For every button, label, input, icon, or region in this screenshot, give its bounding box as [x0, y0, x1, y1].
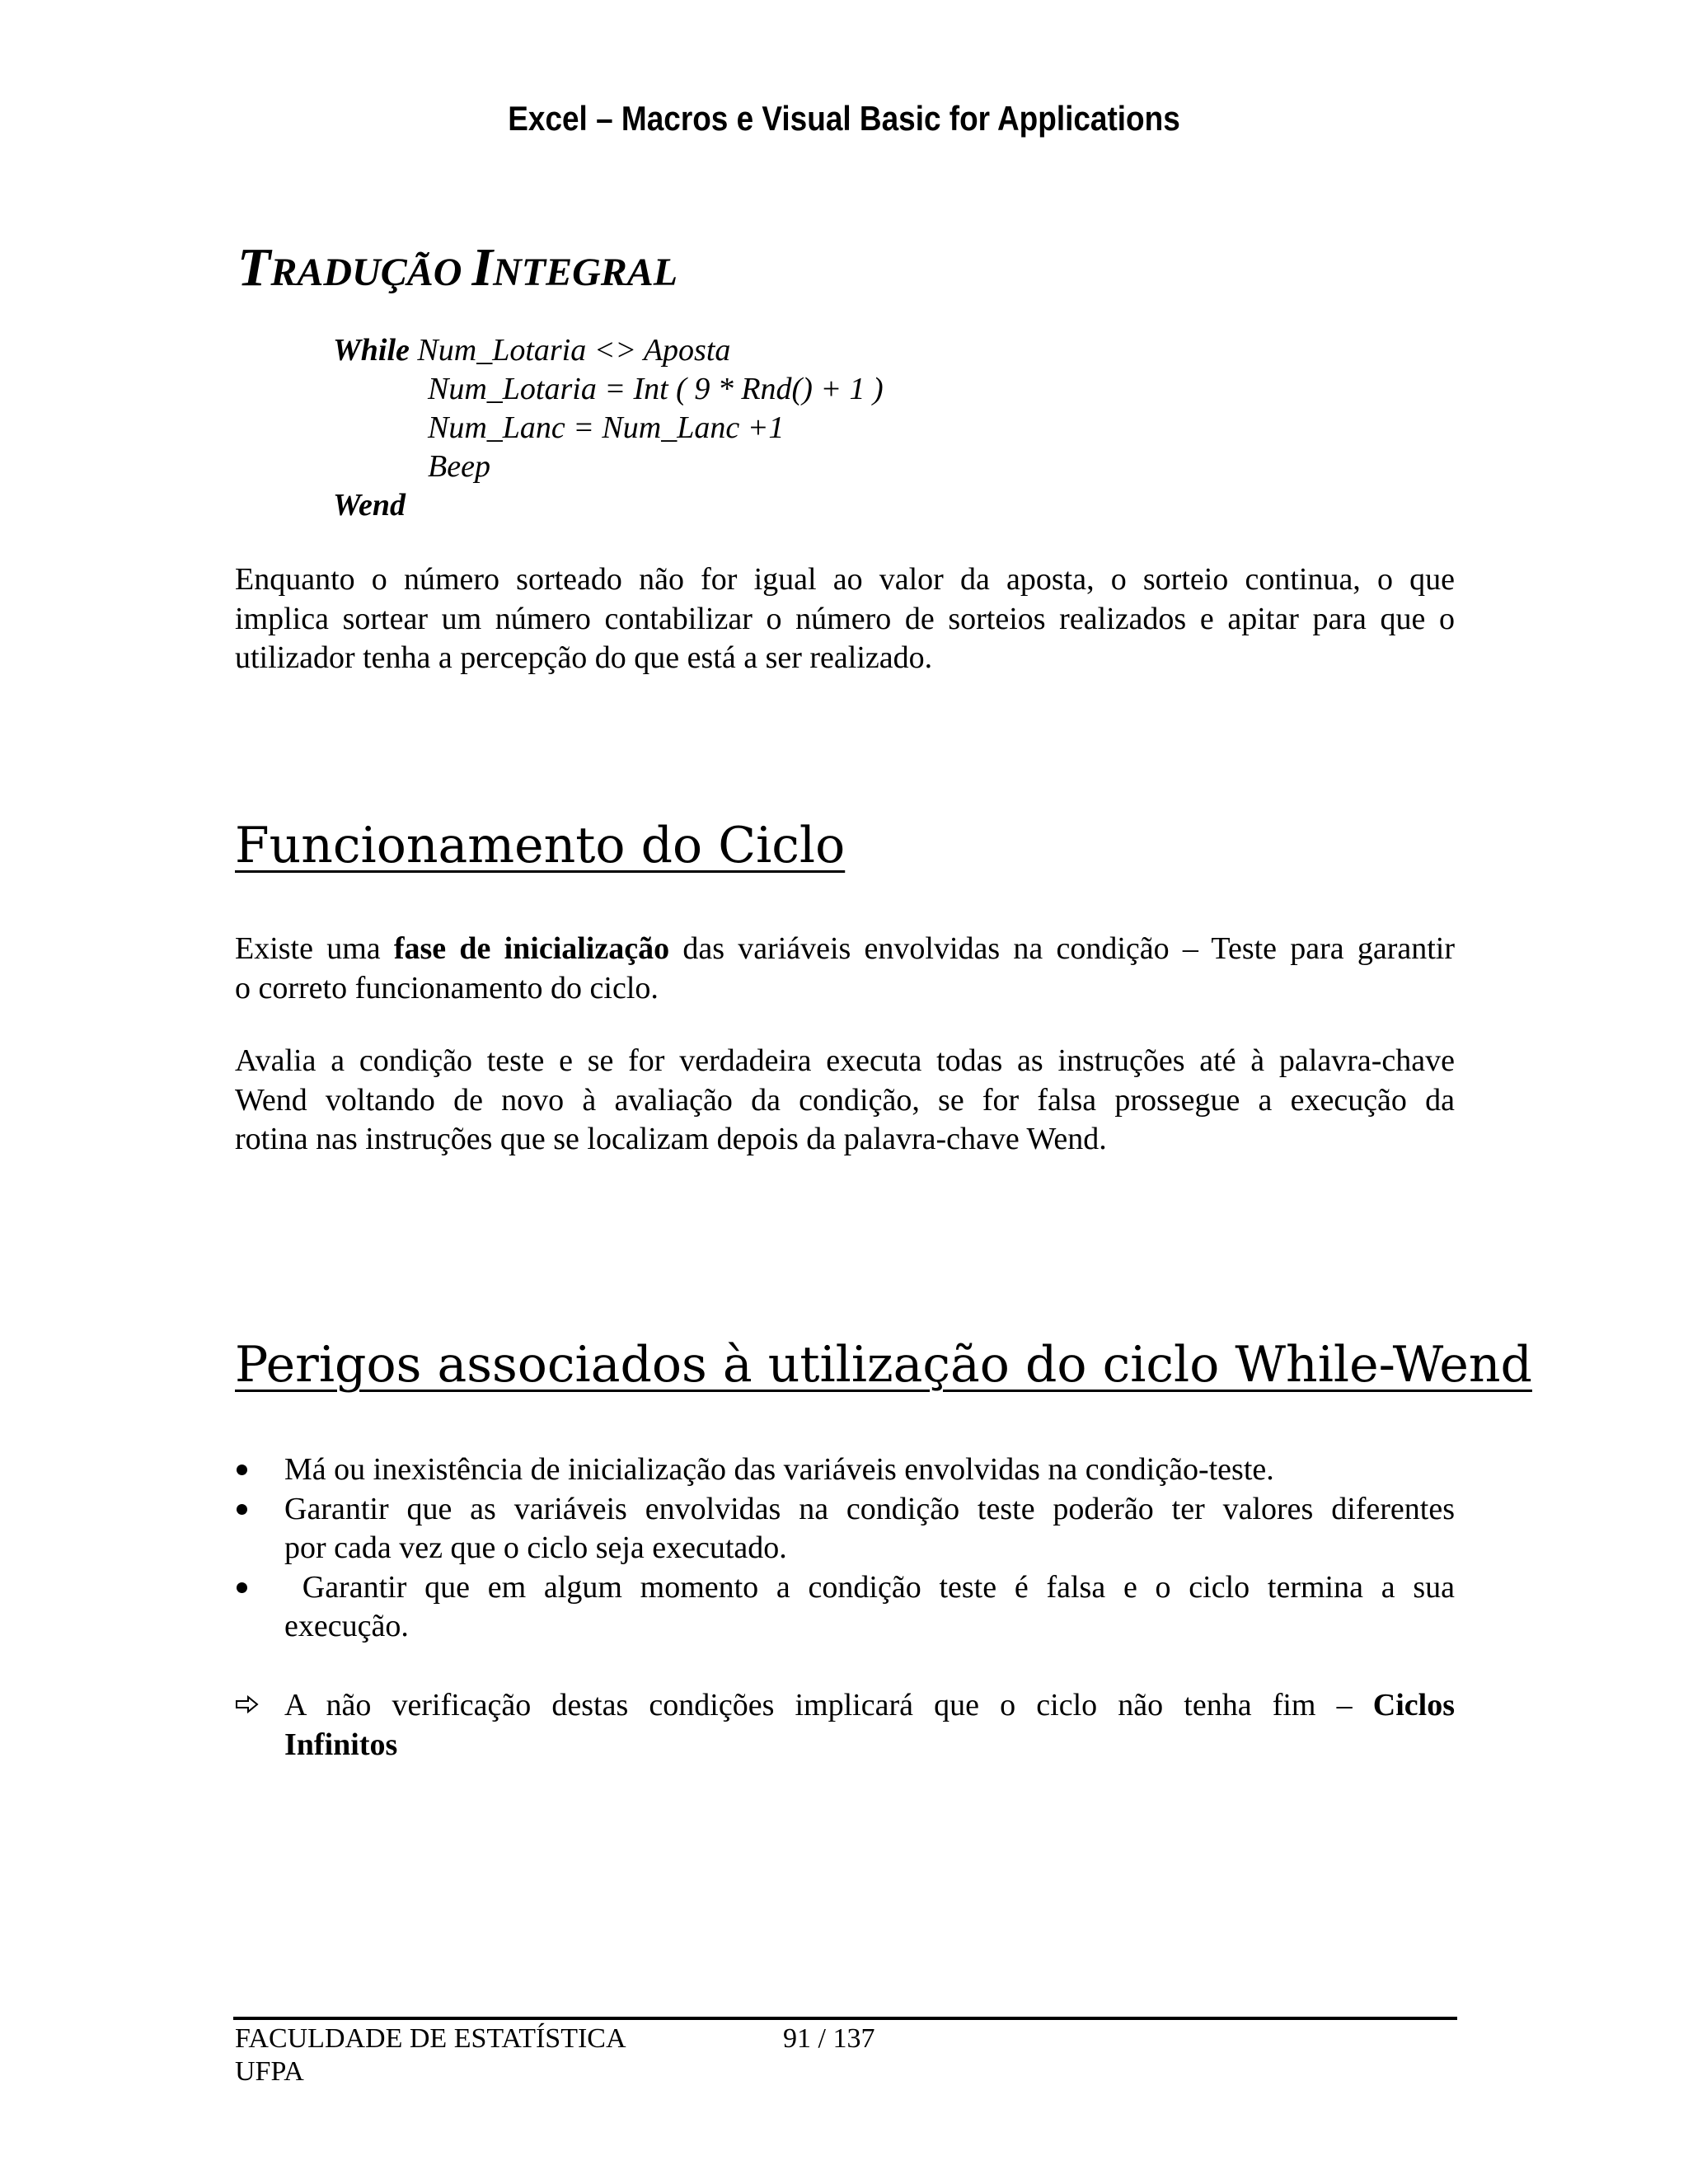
bullet-icon [237, 1582, 247, 1593]
code-line: While Num_Lotaria <> Aposta [333, 333, 731, 368]
footer-divider [233, 2017, 1457, 2020]
perigos-bullet-list [235, 1451, 1455, 1647]
list-item: Garantir que em algum momento a condição teste é falsa e o ciclo termina a sua execução. [235, 1568, 1455, 1647]
note-infinite-loops: A não verificação destas condições implicará que o ciclo não tenha fim – Ciclos Infinitos [235, 1686, 1455, 1765]
heading-funcionamento: Funcionamento do Ciclo [235, 817, 846, 874]
code-line: Beep [428, 449, 490, 484]
footer-institution: FACULDADE DE ESTATÍSTICA [235, 2023, 626, 2054]
page-header-title: Excel – Macros e Visual Basic for Applications [508, 99, 1180, 138]
section-title-traducao-integral: TRADUÇÃO INTEGRAL [237, 237, 678, 298]
funcionamento-paragraph-1: Existe uma fase de inicialização das variáveis envolvidas na condição – Teste para garantir o correto funcionamento do ciclo. [235, 931, 1455, 1005]
heading-perigos: Perigos associados à utilização do ciclo While-Wend [235, 1336, 1532, 1394]
right-arrow-icon [235, 1694, 260, 1714]
code-line: Num_Lotaria = Int ( 9 * Rnd() + 1 ) [428, 372, 884, 406]
list-item: Má ou inexistência de inicialização das variáveis envolvidas na condição-teste. [235, 1451, 1455, 1490]
code-line: Num_Lanc = Num_Lanc +1 [428, 410, 785, 445]
code-line: Wend [333, 488, 406, 523]
traducao-explanation-paragraph: Enquanto o número sorteado não for igual ao valor da aposta, o sorteio continua, o que implica sortear um número contabilizar o número de sorteios realizados e apitar para que o utilizador tenha a percepção do que está a ser realizado. [235, 562, 1455, 675]
bullet-icon [237, 1504, 247, 1515]
page-number: 91 / 137 [783, 2023, 875, 2054]
bullet-icon [237, 1465, 247, 1475]
funcionamento-paragraph-2: Avalia a condição teste e se for verdadeira executa todas as instruções até à palavra-chave Wend voltando de novo à avaliação da condição, se for falsa prossegue a execução da rotina nas instruções que se localizam depois da palavra-chave Wend. [235, 1043, 1455, 1156]
list-item: Garantir que as variáveis envolvidas na condição teste poderão ter valores diferentes por cada vez que o ciclo seja executado. [235, 1490, 1455, 1568]
footer-university: UFPA [235, 2056, 304, 2087]
